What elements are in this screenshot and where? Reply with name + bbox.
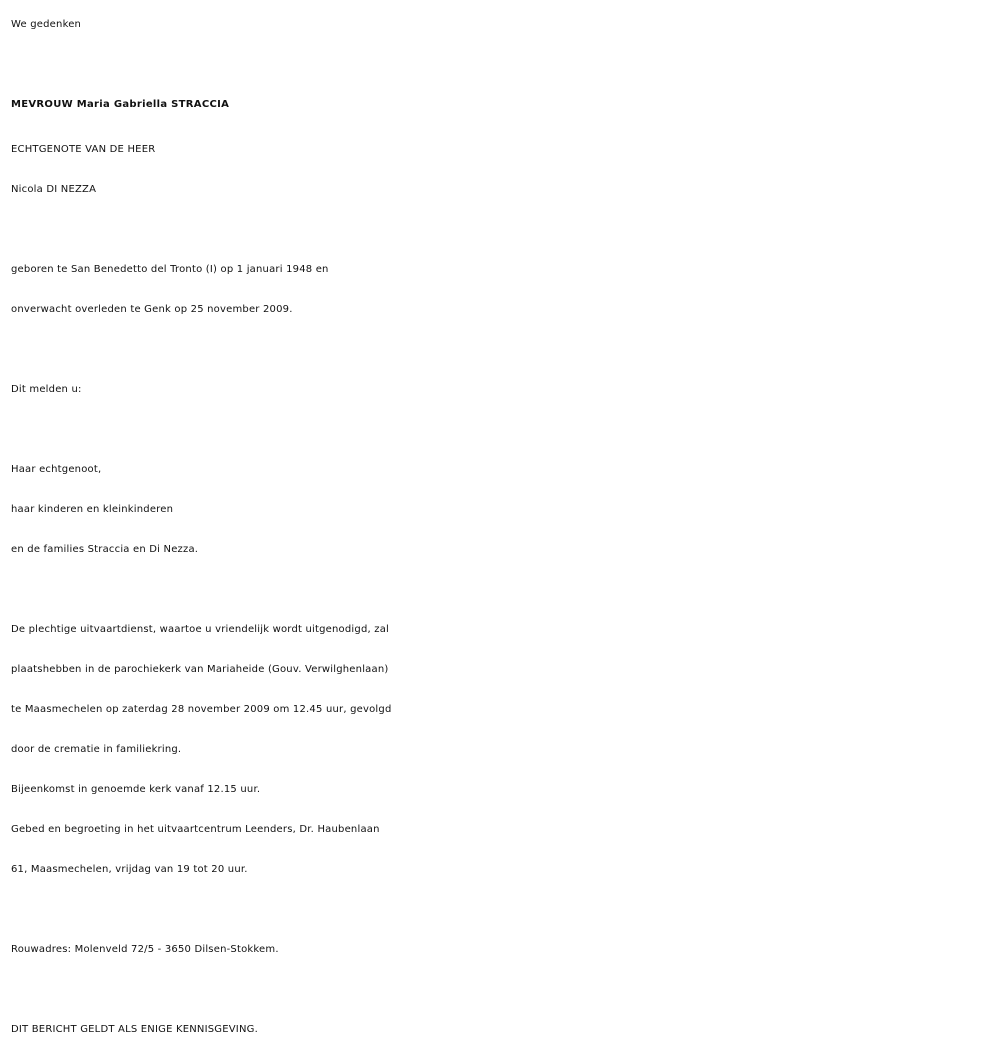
announcers-intro: Dit melden u: — [11, 384, 82, 395]
service-line: Gebed en begroeting in het uitvaartcentrum Leenders, Dr. Haubenlaan — [11, 824, 380, 835]
spouse-label: ECHTGENOTE VAN DE HEER — [11, 144, 156, 155]
spouse-name: Nicola DI NEZZA — [11, 184, 97, 195]
announcer-line: haar kinderen en kleinkinderen — [11, 504, 174, 515]
announcer-line: en de families Straccia en Di Nezza. — [11, 544, 199, 555]
obituary-notice — [11, 0, 996, 1050]
announcer-line: Haar echtgenoot, — [11, 464, 102, 475]
death-line: onverwacht overleden te Genk op 25 november 2009. — [11, 304, 293, 315]
mourning-address: Rouwadres: Molenveld 72/5 - 3650 Dilsen-Stokkem. — [11, 944, 279, 955]
intro-text: We gedenken — [11, 19, 82, 30]
deceased-name: MEVROUW Maria Gabriella STRACCIA — [11, 99, 230, 110]
service-line: De plechtige uitvaartdienst, waartoe u vriendelijk wordt uitgenodigd, zal — [11, 624, 390, 635]
closing-statement: DIT BERICHT GELDT ALS ENIGE KENNISGEVING. — [11, 1024, 258, 1035]
service-line: Bijeenkomst in genoemde kerk vanaf 12.15 uur. — [11, 784, 261, 795]
birth-line: geboren te San Benedetto del Tronto (I) op 1 januari 1948 en — [11, 264, 329, 275]
service-line: 61, Maasmechelen, vrijdag van 19 tot 20 uur. — [11, 864, 248, 875]
service-line: te Maasmechelen op zaterdag 28 november 2009 om 12.45 uur, gevolgd — [11, 704, 392, 715]
service-line: door de crematie in familiekring. — [11, 744, 182, 755]
service-line: plaatshebben in de parochiekerk van Mariaheide (Gouv. Verwilghenlaan) — [11, 664, 389, 675]
